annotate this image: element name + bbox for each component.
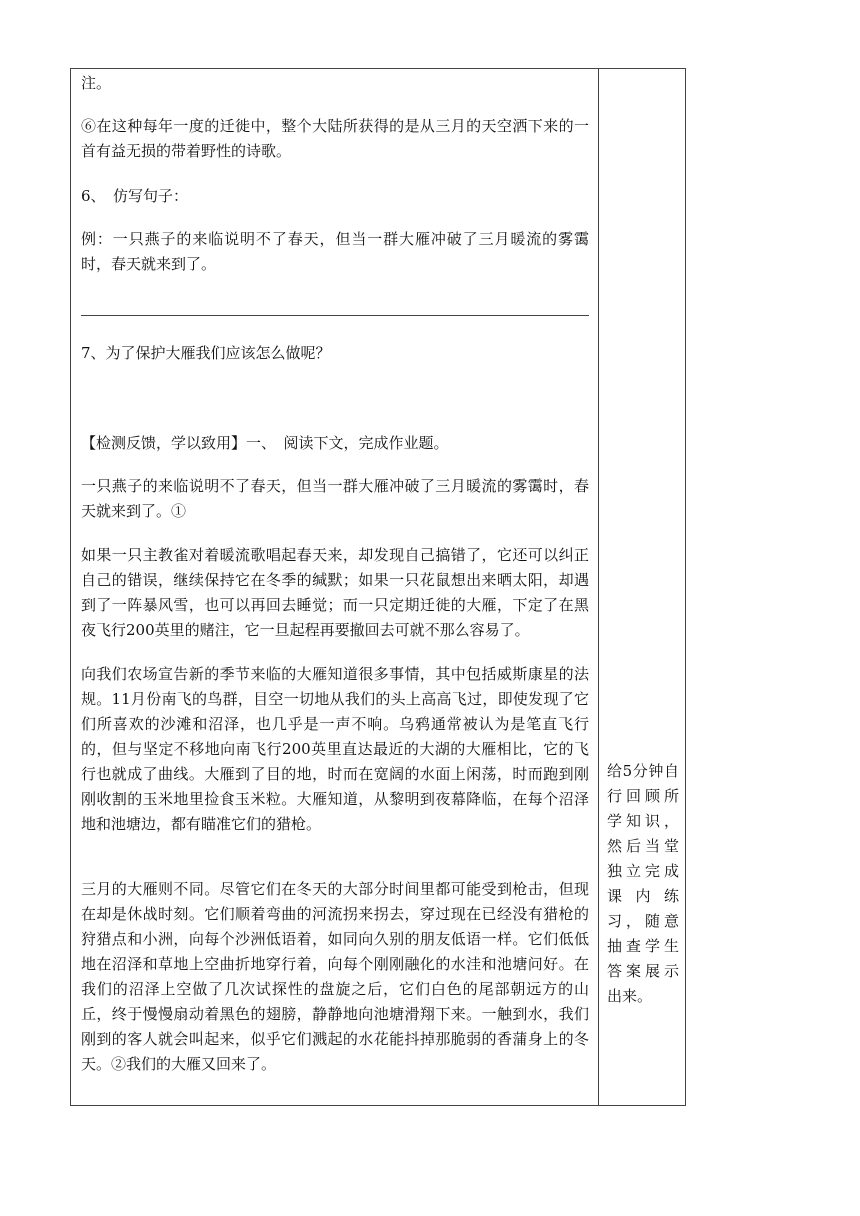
question-6: 6、 仿写句子： <box>81 187 189 205</box>
section-heading: 【检测反馈，学以致用】一、 阅读下文，完成作业题。 <box>81 434 449 452</box>
teacher-note: 给5分钟自行回顾所学知识，然后当堂独立完成课内练习，随意抽查学生答案展示出来。 <box>607 762 679 1005</box>
reading-paragraph-2: 如果一只主教雀对着暖流歌唱起春天来，却发现自己搞错了，它还可以纠正自己的错误，继续保持它在冬季的缄默；如果一只花鼠想出来晒太阳，却遇到了一阵暴风雪，也可以再回去睡觉；而一只定期迁徙的大雁，下定了在黑夜飞行200英里的赌注，它一旦起程再要撤回去可就不那么容易了。 <box>81 546 589 639</box>
note-continuation: 注。 <box>81 74 112 92</box>
sentence-6: ⑥在这种每年一度的迁徙中，整个大陆所获得的是从三月的天空洒下来的一首有益无损的带着野性的诗歌。 <box>81 117 589 160</box>
question-7: 7、为了保护大雁我们应该怎么做呢？ <box>81 344 331 362</box>
reading-paragraph-1: 一只燕子的来临说明不了春天，但当一群大雁冲破了三月暖流的雾霭时，春天就来到了。① <box>81 477 589 520</box>
reading-paragraph-4: 三月的大雁则不同。尽管它们在冬天的大部分时间里都可能受到枪击，但现在却是休战时刻。它们顺着弯曲的河流拐来拐去，穿过现在已经没有猎枪的狩猎点和小洲，向每个沙洲低语着，如同向久别的朋友低语一样。它们低低地在沼泽和草地上空曲折地穿行着，向每个刚刚融化的水洼和池塘问好。在我们的沼泽上空做了几次试探性的盘旋之后，它们白色的尾部朝远方的山丘，终于慢慢扇动着黑色的翅膀，静静地向池塘滑翔下来。一触到水，我们刚到的客人就会叫起来，似乎它们溅起的水花能抖掉那脆弱的香蒲身上的冬天。②我们的大雁又回来了。 <box>81 880 589 1073</box>
lesson-table <box>70 68 686 1106</box>
column-divider <box>598 69 599 1105</box>
reading-paragraph-3: 向我们农场宣告新的季节来临的大雁知道很多事情，其中包括威斯康星的法规。11月份南飞的鸟群，目空一切地从我们的头上高高飞过，即使发现了它们所喜欢的沙滩和沼泽，也几乎是一声不响。乌鸦通常被认为是笔直飞行的，但与坚定不移地向南飞行200英里直达最近的大湖的大雁相比，它的飞行也就成了曲线。大雁到了目的地，时而在宽阔的水面上闲荡，时而跑到刚刚收割的玉米地里捡食玉米粒。大雁知道，从黎明到夜幕降临，在每个沼泽地和池塘边，都有瞄准它们的猎枪。 <box>81 665 589 833</box>
answer-line <box>81 315 589 316</box>
example-sentence: 例：一只燕子的来临说明不了春天，但当一群大雁冲破了三月暖流的雾霭时，春天就来到了。 <box>81 230 589 273</box>
